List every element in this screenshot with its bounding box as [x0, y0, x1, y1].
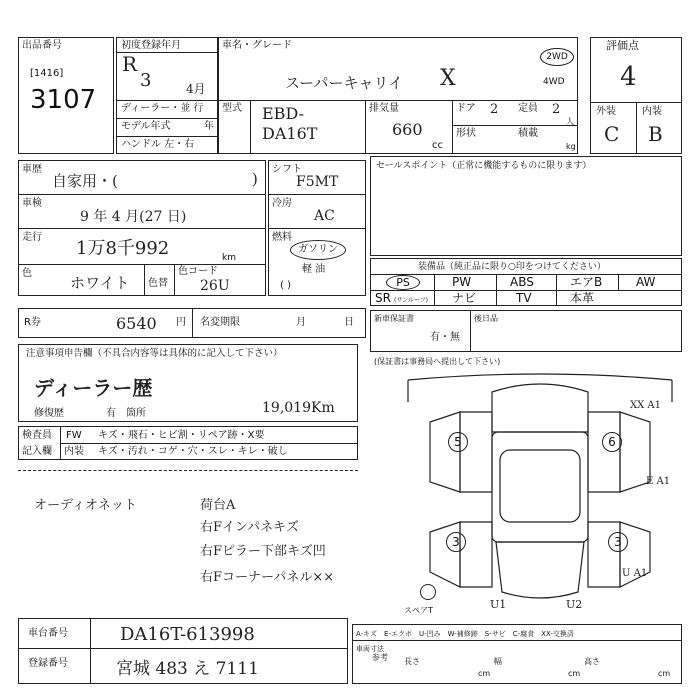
r-unit: 円 [176, 317, 186, 328]
mark-6: 6 [602, 432, 622, 452]
score-label: 評価点 [606, 39, 639, 52]
note-audio: オーディオネット [34, 498, 137, 513]
fw-label: FW [66, 430, 82, 441]
model-year-unit: 年 [204, 121, 214, 132]
reg-label: 登録番号 [28, 658, 68, 669]
ac-value: AC [314, 208, 335, 224]
ref-label: 参考 [372, 653, 388, 662]
load-unit: kg [566, 142, 576, 151]
caution-value: ディーラー歴 [34, 376, 153, 400]
mark-u1: U1 [490, 598, 507, 611]
int-items: キズ・汚れ・コゲ・穴・スレ・キレ・破し [98, 446, 288, 457]
load-label: 積載 [518, 128, 538, 139]
warranty-box [370, 310, 682, 352]
deadline-label: 名変期限 [200, 317, 240, 328]
note-bed: 荷台A [200, 498, 236, 513]
fuel-diesel: 軽 油 [302, 264, 326, 275]
note-panel: 右Fインパネキズ [200, 520, 299, 535]
name-label: 車名・グレード [222, 40, 292, 51]
r-label: R券 [24, 317, 41, 328]
shape-label: 形状 [456, 128, 476, 139]
dealer-label: ディーラー・並 行 [121, 103, 204, 114]
equip-pw: PW [452, 275, 472, 289]
width-unit: cm [568, 669, 581, 678]
fw-items: キズ・飛石・ヒビ割・リペア跡・X要 [98, 430, 265, 441]
lot-number: 3107 [30, 85, 97, 115]
model-year-label: モデル年式 [121, 121, 171, 132]
int-label: 内装 [642, 106, 662, 117]
history-close: ) [252, 170, 258, 188]
equip-aw: AW [636, 275, 656, 289]
color-code-value: 26U [200, 278, 230, 294]
repair-value: 有 [106, 408, 116, 419]
capacity-label: 定員 [518, 103, 538, 114]
repair-place: 箇所 [126, 408, 146, 419]
equip-label: 装備品（純正品に限り○印をつけてください） [418, 262, 606, 272]
ext-label: 外装 [596, 106, 616, 117]
mileage-unit: km [222, 253, 236, 263]
mark-u2: U2 [566, 598, 583, 611]
inspector-label: 検査員 [22, 430, 52, 441]
type-value-2: DA16T [262, 124, 318, 143]
color-value: ホワイト [70, 274, 130, 292]
grade-value: X [440, 66, 456, 91]
era-value: R [122, 52, 138, 76]
history-label: 車歴 [22, 164, 42, 175]
mark-5: 5 [448, 432, 468, 452]
equip-navi: ナビ [452, 291, 477, 305]
warranty-note: (保証書は事務局へ提出して下さい) [374, 357, 501, 366]
mark-u-a1: U A1 [622, 568, 648, 579]
sales-label: セールスポイント（正常に機能するものに限ります） [376, 161, 592, 171]
height-unit: cm [658, 669, 671, 678]
length-unit: cm [478, 669, 491, 678]
reg-month-value: 4月 [186, 82, 206, 96]
first-reg-label: 初度登録年月 [121, 40, 181, 51]
door-value: 2 [490, 102, 499, 117]
lot-sub: [1416] [30, 68, 64, 79]
int-inspect-label: 内装 [64, 446, 84, 457]
capacity-value: 2 [552, 102, 561, 117]
equip-leather: 本革 [570, 291, 595, 305]
shift-value: F5MT [296, 174, 339, 190]
chassis-label: 車台番号 [28, 628, 68, 639]
warranty-label: 新車保証書 [374, 314, 414, 323]
type-label: 型式 [222, 103, 242, 114]
ext-value: C [604, 122, 620, 146]
equip-airbag: エアB [570, 275, 603, 289]
equip-tv: TV [516, 291, 532, 305]
legend: A-キズ E-エクボ U-凹み W-補修跡 S-サビ C-腐食 XX-交換済 [356, 630, 574, 638]
chassis-value: DA16T-613998 [120, 624, 255, 645]
int-value: B [648, 122, 663, 146]
deadline-day: 日 [344, 317, 354, 328]
score-value: 4 [620, 62, 637, 92]
name-value: スーパーキャリイ [285, 74, 404, 92]
shift-label: シフト [272, 164, 302, 175]
drive-4wd: 4WD [543, 77, 565, 87]
note-pillar: 右Fピラー下部キズ凹 [200, 544, 326, 559]
equip-sunroof-sub: (サンルーフ) [394, 297, 428, 304]
color-code-label: 色コード [178, 266, 218, 277]
type-value-1: EBD- [262, 104, 304, 123]
displacement-unit: cc [432, 140, 443, 151]
mark-e-a1: E A1 [646, 476, 671, 487]
mileage-note: 19,019Km [262, 400, 335, 416]
displacement-label: 排気量 [369, 103, 399, 114]
fuel-gas: ガソリン [290, 240, 346, 260]
history-value: 自家用・( [52, 172, 118, 190]
fill-label: 記入欄 [22, 446, 52, 457]
mileage-label: 走行 [22, 232, 42, 243]
door-label: ドア [456, 103, 476, 114]
color-label: 色 [22, 268, 32, 279]
handle-label: ハンドル 左・右 [121, 139, 195, 150]
lot-label: 出品番号 [22, 40, 62, 51]
warranty-options: 有・無 [430, 332, 460, 343]
ac-label: 冷房 [272, 198, 292, 209]
appraisal-label: 後日品 [474, 314, 498, 323]
equip-ps: PS [386, 275, 420, 290]
height-label: 高さ [584, 657, 600, 666]
reg-year-value: 3 [140, 70, 152, 91]
inspection-value: 9 年 4 月(27 日) [80, 209, 187, 225]
spare-tire-icon [420, 584, 436, 600]
equip-sr: SR [375, 291, 391, 305]
repair-label: 修復歴 [34, 408, 64, 419]
length-label: 長さ [404, 657, 420, 666]
recolor-label: 色替 [148, 278, 168, 289]
capacity-unit: 人 [566, 117, 574, 126]
displacement-value: 660 [392, 120, 423, 139]
fuel-label: 燃料 [272, 232, 292, 243]
mark-3-left: 3 [446, 532, 466, 552]
r-value: 6540 [116, 314, 157, 333]
size-label: 車両寸法 [356, 645, 384, 653]
caution-label: 注意事項申告欄（不具合内容等は具体的に記入して下さい） [26, 348, 283, 359]
width-label: 幅 [494, 657, 502, 666]
fuel-paren: ( ) [280, 280, 291, 291]
reg-value: 宮城 483 え 7111 [116, 659, 259, 679]
mark-3-right: 3 [608, 532, 628, 552]
inspection-label: 車検 [22, 198, 42, 209]
mark-xx-a1: XX A1 [630, 400, 662, 411]
drive-2wd: 2WD [540, 48, 574, 66]
spare-label: スペアT [404, 606, 433, 615]
equip-abs: ABS [510, 275, 534, 289]
note-corner: 右Fコーナーパネル×× [200, 570, 335, 585]
deadline-month: 月 [296, 317, 306, 328]
mileage-value: 1万8千992 [76, 238, 170, 259]
